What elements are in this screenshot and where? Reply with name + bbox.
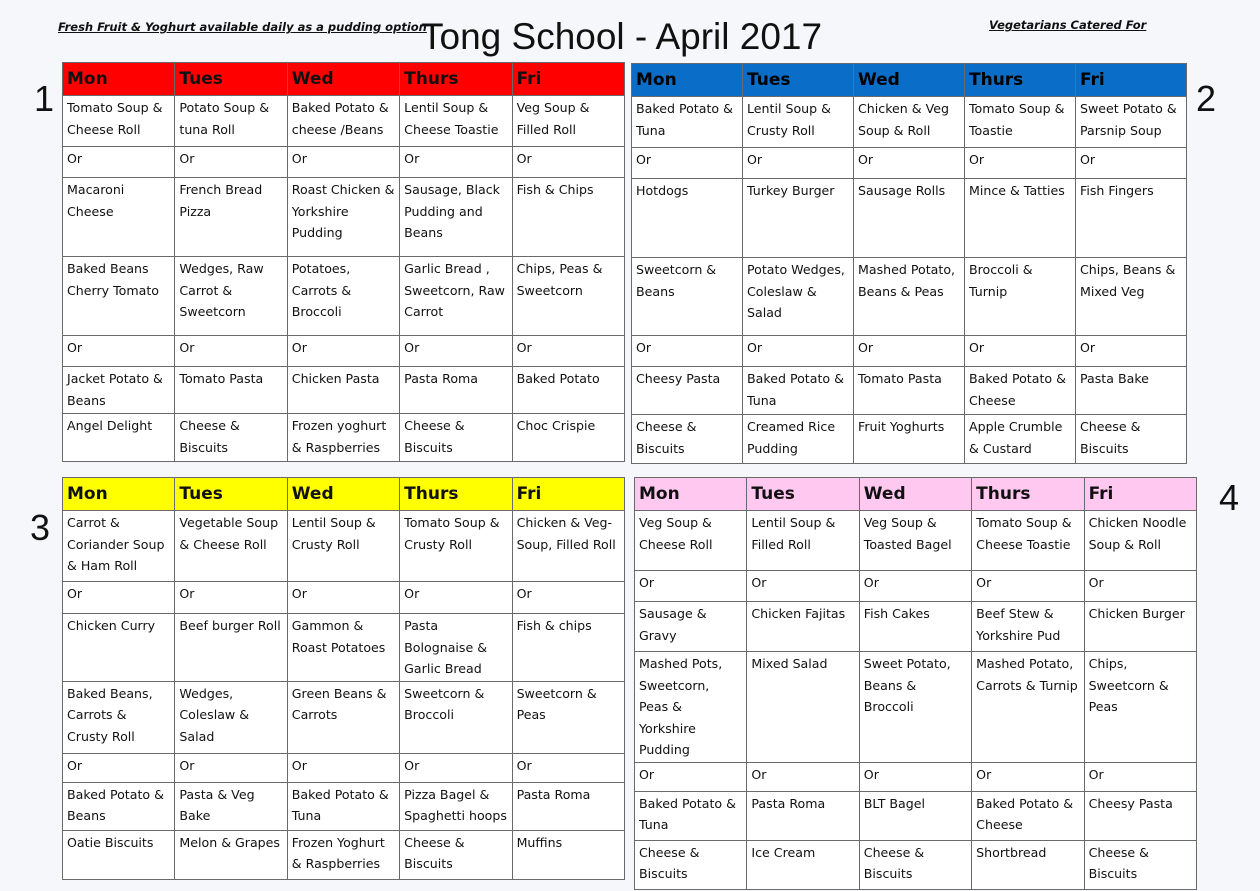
menu-row (632, 367, 1187, 415)
menu-cell: Baked Beans Cherry Tomato (63, 257, 175, 336)
menu-cell: Or (859, 571, 971, 602)
menu-cell: Cheese & Biscuits (1084, 840, 1196, 889)
menu-cell: Cheese & Biscuits (400, 414, 512, 462)
week-number-1: 1 (34, 78, 55, 119)
menu-cell: Ice Cream (747, 840, 859, 889)
menu-cell: Or (512, 582, 624, 614)
menu-cell: Chips, Peas & Sweetcorn (512, 257, 624, 336)
menu-cell: Or (1084, 571, 1196, 602)
menu-cell: Baked Potato & Cheese (965, 367, 1076, 415)
menu-cell: Or (400, 336, 512, 367)
menu-row (63, 336, 625, 367)
menu-cell: Baked Potato & Tuna (635, 791, 747, 840)
menu-cell: Cheese & Biscuits (859, 840, 971, 889)
week-number-2: 2 (1196, 78, 1217, 119)
menu-row (635, 652, 1197, 763)
week-number-3: 3 (30, 507, 51, 548)
menu-cell: Or (854, 336, 965, 367)
menu-cell: Or (747, 571, 859, 602)
menu-cell: Lentil Soup & Crusty Roll (287, 511, 399, 582)
week-2-menu (631, 63, 1187, 464)
menu-cell: Potato Wedges, Coleslaw & Salad (743, 258, 854, 336)
menu-row (63, 582, 625, 614)
menu-row (632, 415, 1187, 464)
menu-cell: Or (175, 753, 287, 782)
menu-cell: Or (854, 148, 965, 179)
menu-row (63, 511, 625, 582)
menu-cell: Pasta Bake (1076, 367, 1187, 415)
menu-cell: Gammon & Roast Potatoes (287, 614, 399, 682)
menu-cell: Tomato Soup & Cheese Roll (63, 96, 175, 147)
menu-cell: Green Beans & Carrots (287, 681, 399, 753)
day-header-tues: Tues (175, 63, 287, 96)
menu-cell: Pizza Bagel & Spaghetti hoops (400, 782, 512, 830)
menu-cell: Roast Chicken & Yorkshire Pudding (287, 178, 399, 257)
menu-cell: Frozen Yoghurt & Raspberries (287, 830, 399, 879)
menu-row (635, 791, 1197, 840)
week-3-menu (62, 477, 625, 880)
menu-cell: Choc Crispie (512, 414, 624, 462)
menu-cell: Chicken Fajitas (747, 602, 859, 652)
menu-cell: Oatie Biscuits (63, 830, 175, 879)
menu-cell: Cheese & Biscuits (632, 415, 743, 464)
menu-cell: Sausage Rolls (854, 179, 965, 258)
menu-cell: Cheese & Biscuits (400, 830, 512, 879)
menu-cell: Or (635, 762, 747, 791)
menu-cell: Or (972, 762, 1084, 791)
day-header-thurs: Thurs (972, 478, 1084, 511)
menu-cell: Frozen yoghurt & Raspberries (287, 414, 399, 462)
menu-cell: Sweet Potato, Beans & Broccoli (859, 652, 971, 763)
menu-cell: Lentil Soup & Crusty Roll (743, 97, 854, 148)
menu-cell: Lentil Soup & Filled Roll (747, 511, 859, 571)
menu-cell: Or (1076, 148, 1187, 179)
day-header-wed: Wed (287, 478, 399, 511)
menu-cell: Or (287, 147, 399, 178)
menu-row (63, 681, 625, 753)
menu-cell: Tomato Pasta (175, 367, 287, 414)
menu-cell: Chips, Beans & Mixed Veg (1076, 258, 1187, 336)
menu-cell: Apple Crumble & Custard (965, 415, 1076, 464)
menu-cell: Or (63, 753, 175, 782)
menu-cell: Baked Potato & Tuna (632, 97, 743, 148)
menu-cell: Carrot & Coriander Soup & Ham Roll (63, 511, 175, 582)
menu-cell: Veg Soup & Toasted Bagel (859, 511, 971, 571)
menu-cell: Or (287, 582, 399, 614)
menu-cell: Or (63, 336, 175, 367)
menu-cell: Fish Cakes (859, 602, 971, 652)
menu-row (632, 179, 1187, 258)
menu-cell: Broccoli & Turnip (965, 258, 1076, 336)
menu-cell: Potatoes, Carrots & Broccoli (287, 257, 399, 336)
day-header-wed: Wed (287, 63, 399, 96)
menu-cell: Mashed Potato, Carrots & Turnip (972, 652, 1084, 763)
menu-cell: Chicken Noodle Soup & Roll (1084, 511, 1196, 571)
menu-cell: Mixed Salad (747, 652, 859, 763)
day-header-fri: Fri (1076, 64, 1187, 97)
menu-cell: Cheese & Biscuits (1076, 415, 1187, 464)
menu-cell: Pasta Roma (747, 791, 859, 840)
menu-cell: Chicken Burger (1084, 602, 1196, 652)
menu-cell: Pasta Roma (512, 782, 624, 830)
menu-cell: Creamed Rice Pudding (743, 415, 854, 464)
menu-cell: Or (965, 148, 1076, 179)
menu-row (63, 367, 625, 414)
menu-cell: Or (512, 336, 624, 367)
menu-row (635, 571, 1197, 602)
vegetarian-note: Vegetarians Catered For (989, 18, 1147, 32)
week-4-menu (634, 477, 1197, 890)
menu-cell: Sausage, Black Pudding and Beans (400, 178, 512, 257)
day-header-fri: Fri (512, 478, 624, 511)
menu-cell: Sausage & Gravy (635, 602, 747, 652)
menu-cell: Pasta Bolognaise & Garlic Bread (400, 614, 512, 682)
menu-row (63, 414, 625, 462)
menu-row (635, 840, 1197, 889)
menu-cell: Macaroni Cheese (63, 178, 175, 257)
menu-cell: Jacket Potato & Beans (63, 367, 175, 414)
menu-row (63, 257, 625, 336)
day-header-mon: Mon (632, 64, 743, 97)
menu-cell: Shortbread (972, 840, 1084, 889)
menu-cell: Or (1076, 336, 1187, 367)
day-header-mon: Mon (63, 63, 175, 96)
menu-cell: BLT Bagel (859, 791, 971, 840)
day-header-thurs: Thurs (400, 63, 512, 96)
menu-cell: Beef Stew & Yorkshire Pud (972, 602, 1084, 652)
menu-cell: Or (743, 336, 854, 367)
day-header-thurs: Thurs (400, 478, 512, 511)
day-header-wed: Wed (859, 478, 971, 511)
menu-cell: Fish & Chips (512, 178, 624, 257)
menu-cell: Tomato Pasta (854, 367, 965, 415)
menu-cell: Angel Delight (63, 414, 175, 462)
menu-row (63, 96, 625, 147)
menu-cell: Potato Soup & tuna Roll (175, 96, 287, 147)
menu-cell: Or (63, 582, 175, 614)
menu-row (63, 178, 625, 257)
menu-cell: Mince & Tatties (965, 179, 1076, 258)
menu-cell: Or (859, 762, 971, 791)
page-title: Tong School - April 2017 (421, 16, 823, 57)
menu-cell: Garlic Bread , Sweetcorn, Raw Carrot (400, 257, 512, 336)
menu-cell: Hotdogs (632, 179, 743, 258)
menu-cell: Melon & Grapes (175, 830, 287, 879)
menu-row (632, 97, 1187, 148)
menu-row (635, 602, 1197, 652)
menu-row (635, 762, 1197, 791)
menu-row (63, 147, 625, 178)
menu-cell: Or (512, 753, 624, 782)
menu-cell: Pasta Roma (400, 367, 512, 414)
menu-cell: Or (972, 571, 1084, 602)
menu-cell: Or (635, 571, 747, 602)
menu-cell: Cheese & Biscuits (175, 414, 287, 462)
menu-cell: Cheesy Pasta (632, 367, 743, 415)
menu-cell: Or (512, 147, 624, 178)
menu-cell: Vegetable Soup & Cheese Roll (175, 511, 287, 582)
day-header-tues: Tues (747, 478, 859, 511)
menu-cell: Fish & chips (512, 614, 624, 682)
menu-cell: Sweetcorn & Peas (512, 681, 624, 753)
menu-row (63, 782, 625, 830)
menu-cell: Or (965, 336, 1076, 367)
menu-row (63, 753, 625, 782)
menu-cell: Baked Beans, Carrots & Crusty Roll (63, 681, 175, 753)
menu-row (632, 336, 1187, 367)
menu-row (63, 830, 625, 879)
menu-cell: Tomato Soup & Crusty Roll (400, 511, 512, 582)
menu-cell: Or (287, 753, 399, 782)
menu-cell: Or (747, 762, 859, 791)
menu-cell: Cheesy Pasta (1084, 791, 1196, 840)
menu-cell: Fruit Yoghurts (854, 415, 965, 464)
menu-cell: Or (400, 753, 512, 782)
menu-cell: Veg Soup & Filled Roll (512, 96, 624, 147)
menu-row (63, 614, 625, 682)
menu-cell: Or (743, 148, 854, 179)
menu-cell: Sweet Potato & Parsnip Soup (1076, 97, 1187, 148)
day-header-fri: Fri (512, 63, 624, 96)
menu-cell: Chicken & Veg Soup & Roll (854, 97, 965, 148)
menu-cell: Pasta & Veg Bake (175, 782, 287, 830)
menu-row (635, 511, 1197, 571)
menu-cell: Or (287, 336, 399, 367)
menu-cell: Or (63, 147, 175, 178)
menu-cell: Muffins (512, 830, 624, 879)
pudding-note: Fresh Fruit & Yoghurt available daily as a pudding option (58, 20, 427, 34)
menu-cell: Sweetcorn & Beans (632, 258, 743, 336)
menu-cell: Wedges, Coleslaw & Salad (175, 681, 287, 753)
menu-cell: Or (175, 336, 287, 367)
menu-cell: Chicken & Veg-Soup, Filled Roll (512, 511, 624, 582)
menu-cell: Veg Soup & Cheese Roll (635, 511, 747, 571)
menu-cell: Or (1084, 762, 1196, 791)
menu-cell: Baked Potato & Cheese (972, 791, 1084, 840)
menu-cell: Or (175, 147, 287, 178)
day-header-fri: Fri (1084, 478, 1196, 511)
menu-row (632, 148, 1187, 179)
menu-cell: Tomato Soup & Toastie (965, 97, 1076, 148)
day-header-tues: Tues (743, 64, 854, 97)
menu-cell: Chips, Sweetcorn & Peas (1084, 652, 1196, 763)
menu-cell: Cheese & Biscuits (635, 840, 747, 889)
menu-cell: Baked Potato (512, 367, 624, 414)
menu-cell: Sweetcorn & Broccoli (400, 681, 512, 753)
menu-cell: Turkey Burger (743, 179, 854, 258)
menu-cell: Fish Fingers (1076, 179, 1187, 258)
menu-cell: Lentil Soup & Cheese Toastie (400, 96, 512, 147)
menu-cell: Wedges, Raw Carrot & Sweetcorn (175, 257, 287, 336)
menu-cell: Mashed Potato, Beans & Peas (854, 258, 965, 336)
menu-cell: Tomato Soup & Cheese Toastie (972, 511, 1084, 571)
menu-cell: Or (632, 148, 743, 179)
menu-cell: French Bread Pizza (175, 178, 287, 257)
day-header-wed: Wed (854, 64, 965, 97)
menu-cell: Chicken Curry (63, 614, 175, 682)
day-header-mon: Mon (635, 478, 747, 511)
day-header-thurs: Thurs (965, 64, 1076, 97)
menu-cell: Baked Potato & Tuna (743, 367, 854, 415)
menu-row (632, 258, 1187, 336)
menu-cell: Chicken Pasta (287, 367, 399, 414)
menu-cell: Or (400, 582, 512, 614)
day-header-tues: Tues (175, 478, 287, 511)
day-header-mon: Mon (63, 478, 175, 511)
menu-cell: Beef burger Roll (175, 614, 287, 682)
menu-cell: Baked Potato & Beans (63, 782, 175, 830)
week-1-menu (62, 62, 625, 462)
menu-cell: Baked Potato & Tuna (287, 782, 399, 830)
week-number-4: 4 (1219, 477, 1240, 518)
menu-cell: Or (632, 336, 743, 367)
menu-cell: Or (175, 582, 287, 614)
menu-cell: Baked Potato & cheese /Beans (287, 96, 399, 147)
menu-cell: Or (400, 147, 512, 178)
menu-cell: Mashed Pots, Sweetcorn, Peas & Yorkshire Pudding (635, 652, 747, 763)
